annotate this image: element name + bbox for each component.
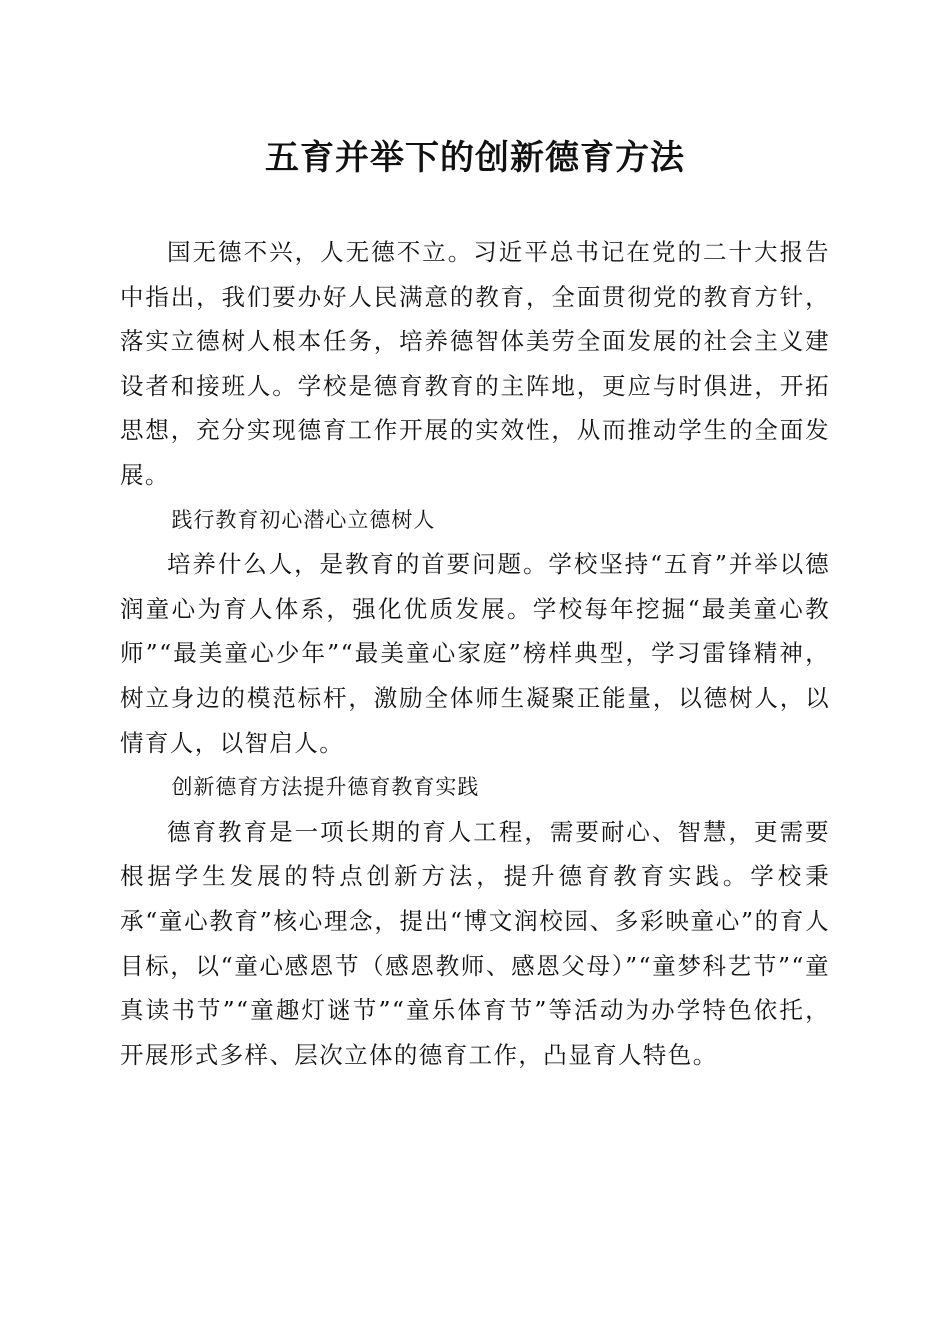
section-heading-practice: 践行教育初心潜心立德树人 [171, 507, 436, 532]
section-heading-innovation: 创新德育方法提升德育教育实践 [171, 775, 480, 800]
document-title: 五育并举下的创新德育方法 [265, 138, 685, 178]
document-body [120, 230, 830, 1077]
intro-paragraph: 国无德不兴，人无德不立。习近平总书记在党的二十大报告中指出，我们要办好人民满意的教育，全面贯彻党的教育方针，落实立德树人根本任务，培养德智体美劳全面发展的社会主义建设者和接班人。学校是德育教育的主阵地，更应与时俱进，开拓思想，充分实现德育工作开展的实效性，从而推动学生的全面发展。 [120, 238, 830, 489]
practice-paragraph: 培养什么人，是教育的首要问题。学校坚持“五育”并举以德润童心为育人体系，强化优质发展。学校每年挖掘“最美童心教师”“最美童心少年”“最美童心家庭”榜样典型，学习雷锋精神，树立身边的模范标杆，激励全体师生凝聚正能量，以德树人，以情育人，以智启人。 [120, 550, 830, 757]
innovation-paragraph: 德育教育是一项长期的育人工程，需要耐心、智慧，更需要根据学生发展的特点创新方法，提升德育教育实践。学校秉承“童心教育”核心理念，提出“博文润校园、多彩映童心”的育人目标，以“童心感恩节（感恩教师、感恩父母）”“童梦科艺节”“童真读书节”“童趣灯谜节”“童乐体育节”等活动为办学特色依托，开展形式多样、层次立体的德育工作，凸显育人特色。 [120, 817, 830, 1069]
